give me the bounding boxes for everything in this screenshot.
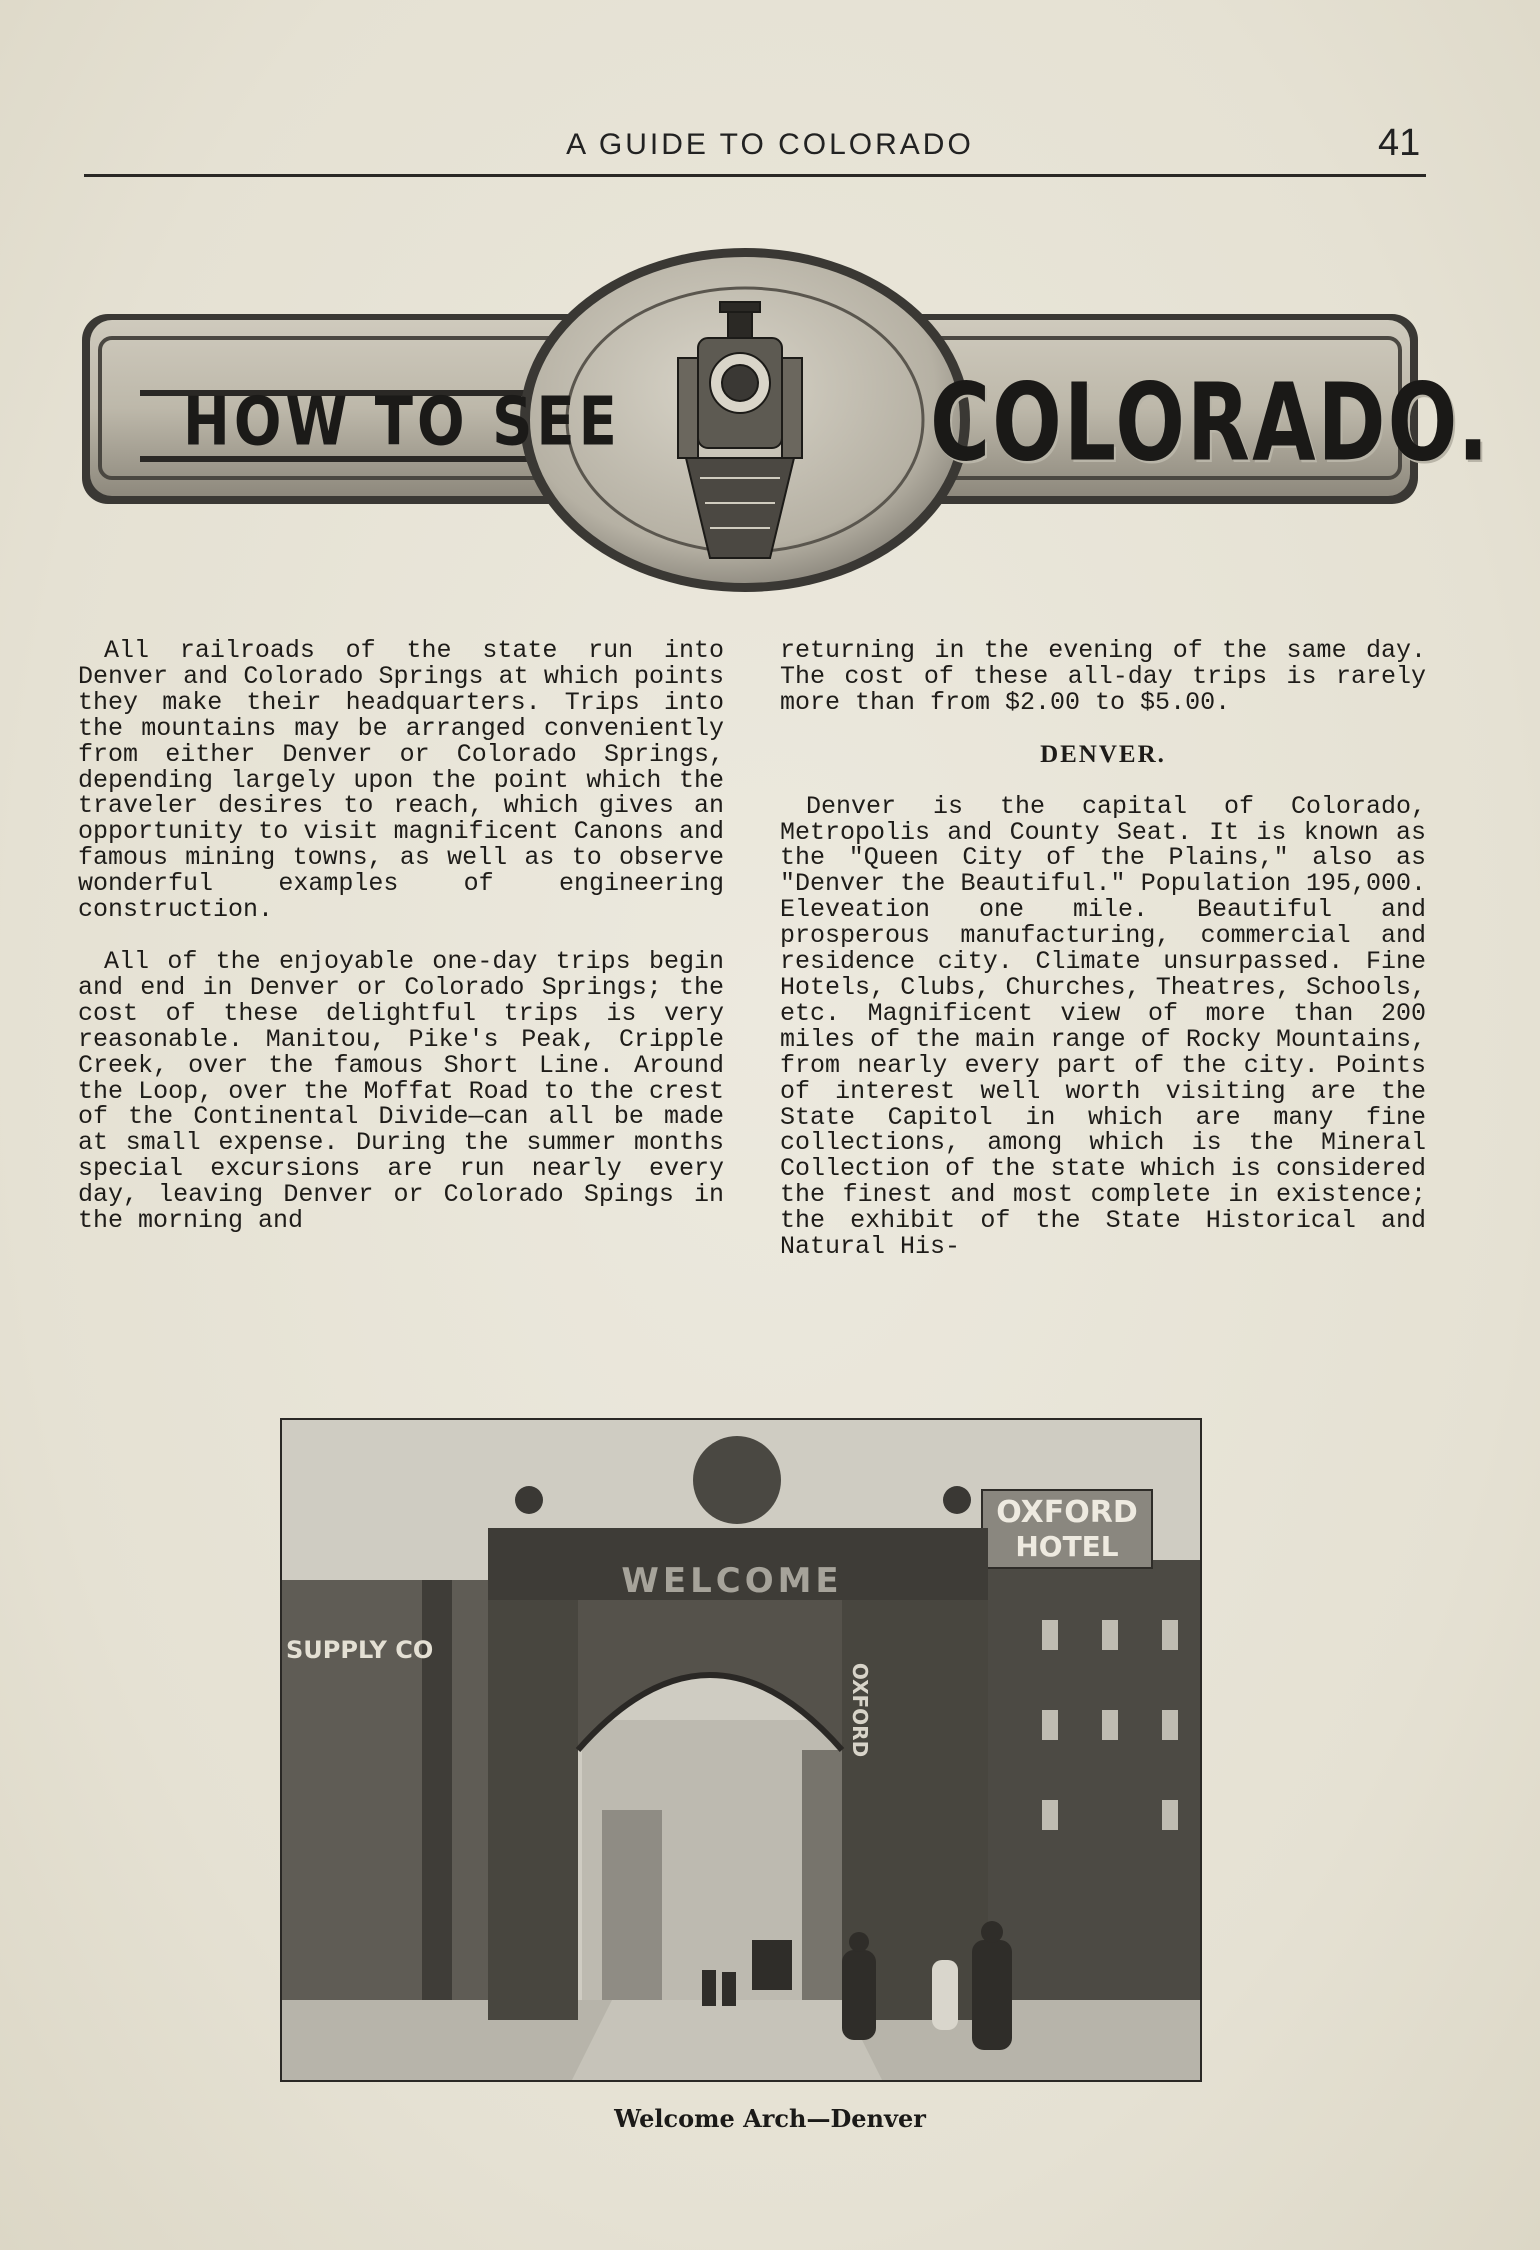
header-rule: [84, 174, 1426, 177]
page-number: 41: [1378, 122, 1421, 164]
banner-left-text: HOW TO SEE: [183, 383, 621, 462]
how-to-see-colorado-banner: [80, 248, 1491, 598]
hotel-sign-text: HOTEL: [1015, 1530, 1119, 1563]
left-column: [78, 638, 724, 1234]
paragraph-denver: Denver is the capital of Colorado, Metropolis and County Seat. It is known as the "Queen City of the Plains," also as "Denver the Beautiful." Population 195,000. Eleveation one mile. Beautiful and prosperous manufacturing, commercial and residence city. Climate unsurpassed. Fine Hotels, Clubs, Churches, Theatres, Schools, etc. Magnificent view of more than 200 miles of the main range of Rocky Mountains, from nearly every part of the city. Points of interest well worth visiting are the State Capitol in which are many fine collections, among which is the Mineral Collection of the state which is considered the finest and most complete in existence; the exhibit of the State Historical and Natural His-: [780, 791, 1426, 1262]
arch-welcome-text: WELCOME: [621, 1561, 843, 1601]
paragraph-continued: returning in the evening of the same day. The cost of these all-day trips is rarely more than from $2.00 to $5.00.: [780, 636, 1426, 717]
welcome-arch-photo: [280, 1418, 1202, 2082]
section-heading-denver: DENVER.: [1040, 740, 1166, 768]
photo-caption: Welcome Arch—Denver: [614, 2104, 926, 2133]
vertical-oxford-sign: OXFORD: [848, 1662, 872, 1758]
supply-co-sign: SUPPLY CO: [286, 1636, 434, 1664]
photo-illustration: [282, 1420, 1200, 2080]
oxford-sign-text: OXFORD: [996, 1495, 1138, 1530]
paragraph-railroads: All railroads of the state run into Denver and Colorado Springs at which points they make their headquarters. Trips into the mountains may be arranged conveniently from either Denver or Colorado Springs, depending largely upon the point which the traveler desires to reach, which gives an opportunity to visit magnificent Canons and famous mining towns, as well as to observe wonderful examples of engineering construction.: [78, 636, 724, 925]
right-column: [780, 638, 1426, 1260]
banner-right-text: COLORADO.: [930, 361, 1491, 486]
running-header-title: A GUIDE TO COLORADO: [566, 128, 974, 161]
paragraph-one-day-trips: All of the enjoyable one-day trips begin and end in Denver or Colorado Springs; the cost of these delightful trips is very reasonable. Manitou, Pike's Peak, Cripple Creek, over the famous Short Line. Around the Loop, over the Moffat Road to the crest of the Continental Divide—can all be made at small expense. During the summer months special excursions are run nearly every day, leaving Denver or Colorado Spings in the morning and: [78, 946, 724, 1236]
